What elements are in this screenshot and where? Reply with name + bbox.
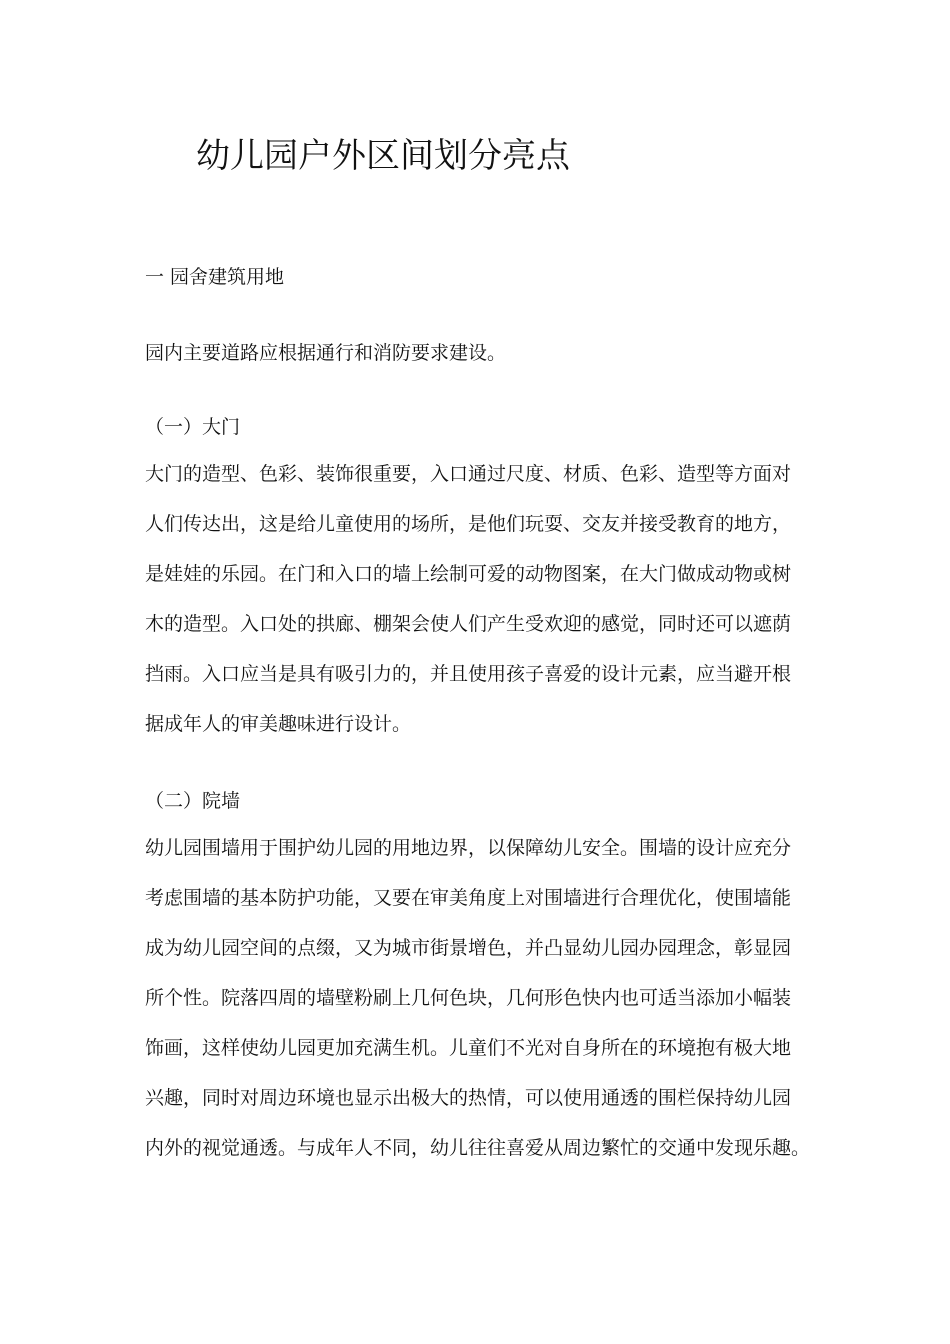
paragraph-line: 挡雨。入口应当是具有吸引力的，并且使用孩子喜爱的设计元素，应当避开根 [145, 663, 792, 685]
subsection-heading-gate: （一）大门 [145, 416, 241, 438]
paragraph-line: 是娃娃的乐园。在门和入口的墙上绘制可爱的动物图案，在大门做成动物或树 [145, 563, 792, 585]
paragraph-line: 幼儿园围墙用于围护幼儿园的用地边界，以保障幼儿安全。围墙的设计应充分 [145, 837, 792, 859]
paragraph-line: 大门的造型、色彩、装饰很重要，入口通过尺度、材质、色彩、造型等方面对 [145, 463, 792, 485]
subsection-heading-wall: （二）院墙 [145, 790, 241, 812]
document-title: 幼儿园户外区间划分亮点 [196, 136, 570, 176]
paragraph-line: 所个性。院落四周的墙壁粉刷上几何色块，几何形色快内也可适当添加小幅装 [145, 987, 792, 1009]
paragraph-line: 人们传达出，这是给儿童使用的场所，是他们玩耍、交友并接受教育的地方， [145, 513, 792, 535]
intro-paragraph: 园内主要道路应根据通行和消防要求建设。 [145, 342, 507, 364]
section-heading: 一 园舍建筑用地 [145, 266, 285, 288]
paragraph-gate [145, 462, 815, 762]
paragraph-line: 据成年人的审美趣味进行设计。 [145, 713, 412, 735]
paragraph-line: 木的造型。入口处的拱廊、棚架会使人们产生受欢迎的感觉，同时还可以遮荫 [145, 613, 792, 635]
paragraph-line: 饰画，这样使幼儿园更加充满生机。儿童们不光对自身所在的环境抱有极大地 [145, 1037, 792, 1059]
paragraph-line: 考虑围墙的基本防护功能，又要在审美角度上对围墙进行合理优化，使围墙能 [145, 887, 792, 909]
paragraph-line: 内外的视觉通透。与成年人不同，幼儿往往喜爱从周边繁忙的交通中发现乐趣。 [145, 1137, 811, 1159]
paragraph-line: 成为幼儿园空间的点缀，又为城市街景增色，并凸显幼儿园办园理念，彰显园 [145, 937, 792, 959]
paragraph-line: 兴趣，同时对周边环境也显示出极大的热情，可以使用通透的围栏保持幼儿园 [145, 1087, 792, 1109]
paragraph-wall [145, 836, 815, 1186]
